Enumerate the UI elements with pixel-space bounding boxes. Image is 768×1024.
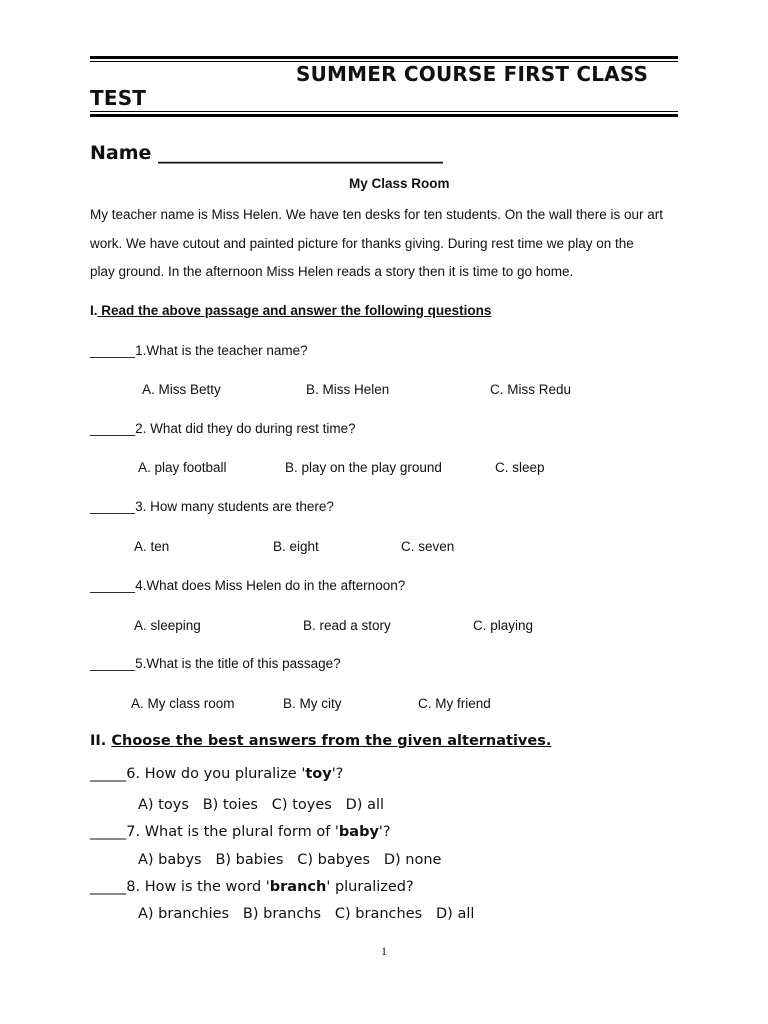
page-number: 1 xyxy=(381,944,387,958)
answer-blank: ______ xyxy=(90,578,136,593)
passage-line: work. We have cutout and painted picture for thanks giving. During rest time we play on the xyxy=(90,235,634,251)
option: C. Miss Redu xyxy=(490,382,572,397)
section2-number: II. xyxy=(90,733,107,749)
question-text: 4.What does Miss Helen do in the afternoon? xyxy=(135,578,406,593)
section2-heading xyxy=(90,733,551,749)
option: B. My city xyxy=(283,696,342,711)
option: B. play on the play ground xyxy=(285,460,442,475)
option: C. seven xyxy=(401,539,455,554)
options-line: A) babys B) babies C) babyes D) none xyxy=(138,852,442,868)
option: B. Miss Helen xyxy=(306,382,390,397)
answer-blank: ______ xyxy=(90,421,136,436)
option: A. Miss Betty xyxy=(142,382,221,397)
question-text-end: ' pluralized? xyxy=(326,879,414,895)
option: B. eight xyxy=(273,539,319,554)
option: A. My class room xyxy=(131,696,235,711)
option: C. sleep xyxy=(495,460,545,475)
question-text: 2. What did they do during rest time? xyxy=(135,421,356,436)
question-3 xyxy=(90,499,334,514)
name-blank: ______________________________ xyxy=(158,142,444,164)
question-1 xyxy=(90,343,308,358)
question-text: 7. What is the plural form of ' xyxy=(126,824,339,840)
options-line: A) toys B) toies C) toyes D) all xyxy=(138,797,385,813)
section2-instruction: Choose the best answers from the given alternatives. xyxy=(111,733,552,749)
question-text-end: '? xyxy=(378,824,391,840)
option: C. playing xyxy=(473,618,534,633)
question-text: 8. How is the word ' xyxy=(126,879,270,895)
key-word: branch xyxy=(269,879,327,895)
header-bottom-rule-thin xyxy=(90,111,678,112)
question-8 xyxy=(90,879,414,895)
question-text: 1.What is the teacher name? xyxy=(135,343,308,358)
option: A. sleeping xyxy=(134,618,201,633)
answer-blank: ______ xyxy=(90,656,136,671)
test-title-line2: TEST xyxy=(90,86,147,110)
header-top-rule-thick xyxy=(90,56,678,59)
question-7 xyxy=(90,824,391,840)
answer-blank: ______ xyxy=(90,343,136,358)
name-label: Name xyxy=(90,142,152,164)
name-field xyxy=(90,142,443,164)
section1-number: I. xyxy=(90,303,98,318)
question-text: 3. How many students are there? xyxy=(135,499,334,514)
passage-title: My Class Room xyxy=(349,176,450,191)
option: A. play football xyxy=(138,460,227,475)
header-bottom-rule-thick xyxy=(90,114,678,117)
answer-blank: ______ xyxy=(90,499,136,514)
option: B. read a story xyxy=(303,618,391,633)
question-text: 6. How do you pluralize ' xyxy=(126,766,306,782)
answer-blank: _____ xyxy=(90,824,127,840)
question-5 xyxy=(90,656,341,671)
options-line: A) branchies B) branchs C) branches D) all xyxy=(138,906,475,922)
passage-text xyxy=(90,201,690,287)
question-6 xyxy=(90,766,343,782)
answer-blank: _____ xyxy=(90,766,127,782)
question-4 xyxy=(90,578,405,593)
answer-blank: _____ xyxy=(90,879,127,895)
key-word: toy xyxy=(305,766,332,782)
option: A. ten xyxy=(134,539,170,554)
key-word: baby xyxy=(338,824,379,840)
question-text-end: '? xyxy=(331,766,344,782)
option: C. My friend xyxy=(418,696,491,711)
section1-heading xyxy=(90,303,491,318)
question-2 xyxy=(90,421,356,436)
question-text: 5.What is the title of this passage? xyxy=(135,656,341,671)
passage-line: play ground. In the afternoon Miss Helen reads a story then it is time to go home. xyxy=(90,264,574,279)
passage-line: My teacher name is Miss Helen. We have ten desks for ten students. On the wall there is our art xyxy=(90,207,664,222)
section1-instruction: Read the above passage and answer the following questions xyxy=(97,303,492,318)
test-title-line1: SUMMER COURSE FIRST CLASS xyxy=(296,62,649,86)
